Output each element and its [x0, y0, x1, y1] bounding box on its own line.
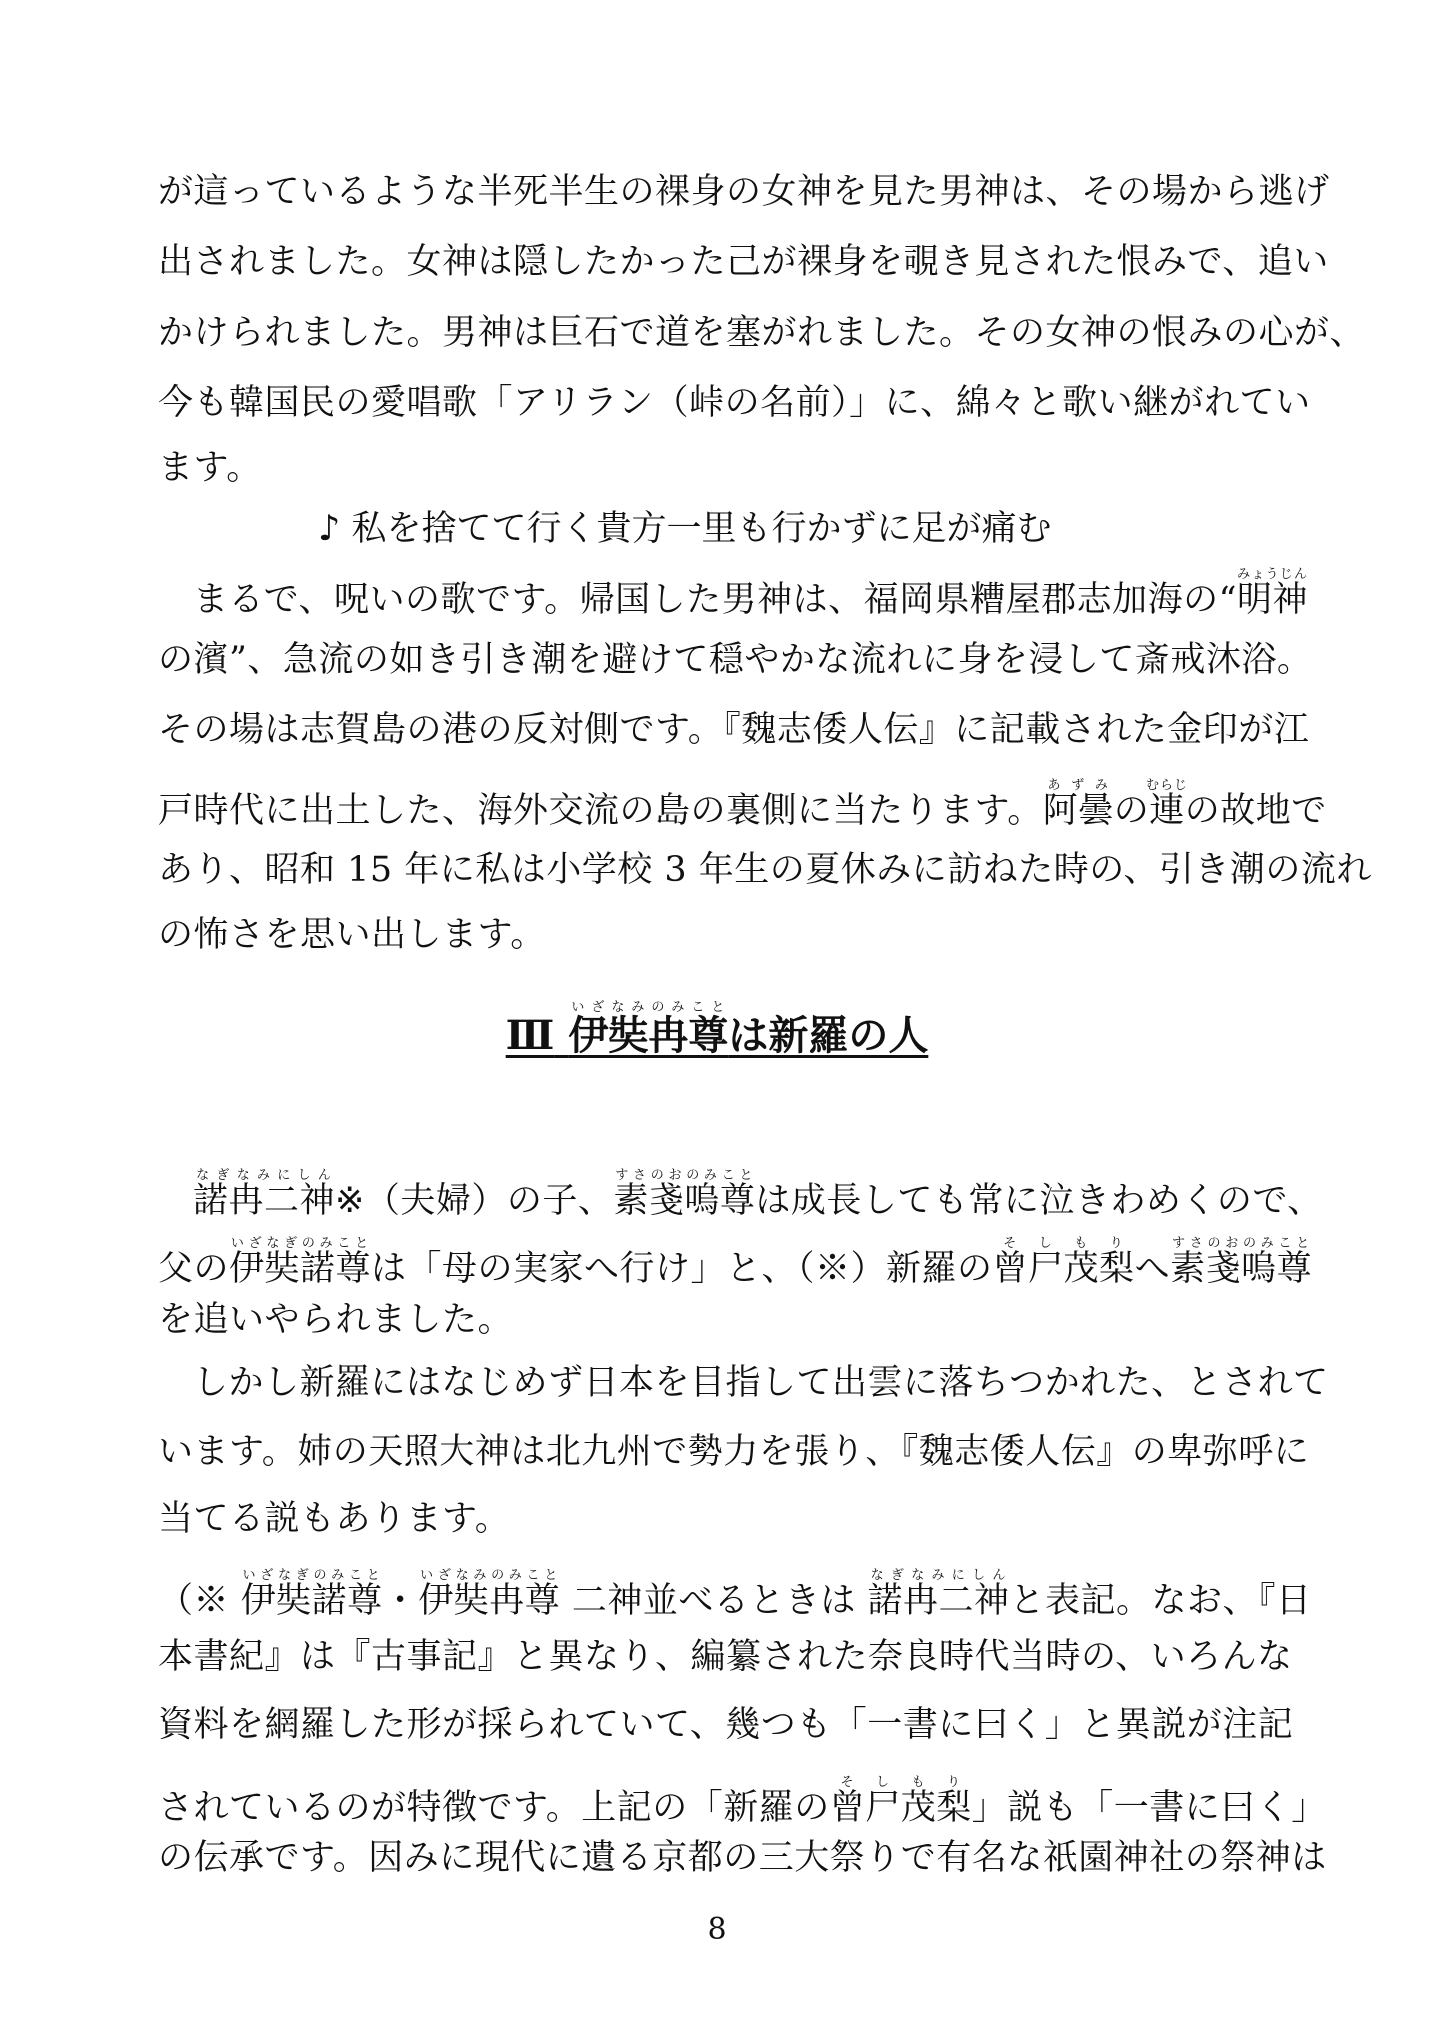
text-line: 今も韓国民の愛唱歌「アリラン（峠の名前）」に、綿々と歌い継がれてい: [158, 383, 1311, 423]
text-line: まるで、呪いの歌です。帰国した男神は、福岡県糟屋郡志加海の“明神みょうじん: [193, 567, 1309, 620]
text-line: 出されました。女神は隠したかった己が裸身を覗き見された恨みで、追い: [158, 242, 1329, 282]
text-line: かけられました。男神は巨石で道を塞がれました。その女神の恨みの心が、: [158, 313, 1366, 353]
text-line: います。姉の天照大神は北九州で勢力を張り、『魏志倭人伝』の卑弥呼に: [158, 1432, 1310, 1472]
text-line: あり、昭和 15 年に私は小学校 3 年生の夏休みに訪ねた時の、引き潮の流れ: [158, 850, 1372, 890]
ruby-word: 伊奘冉尊いざなみのみこと: [418, 1568, 561, 1621]
text-line: その場は志賀島の港の反対側です。『魏志倭人伝』に記載された金印が江: [158, 710, 1310, 750]
ruby-word: 明神みょうじん: [1237, 567, 1309, 620]
text-line: の濱”、急流の如き引き潮を避けて穏やかな流れに身を浸して斎戒沐浴。: [158, 640, 1313, 680]
ruby-word: 伊奘諾尊いざなぎのみこと: [229, 1236, 372, 1289]
text-line: 戸時代に出土した、海外交流の島の裏側に当たります。阿曇あずみの連むらじの故地で: [158, 778, 1327, 831]
song-lyric: ♪ 私を捨てて行く貴方一里も行かずに足が痛む: [318, 509, 1052, 549]
text-line: が這っているような半死半生の裸身の女神を見た男神は、その場から逃げ: [158, 172, 1330, 212]
text-line: の怖さを思い出します。: [158, 915, 546, 955]
ruby-word: 曾尸茂梨そしもり: [829, 1775, 972, 1828]
text-line: ます。: [158, 448, 262, 488]
text-line: （※ 伊奘諾尊いざなぎのみこと・伊奘冉尊いざなみのみこと 二神並べるときは 諾冉二神なぎなみにしんと表記。なお、『日: [158, 1568, 1312, 1621]
ruby-word: 連むらじ: [1145, 778, 1188, 831]
page-number: 8: [707, 1912, 727, 1947]
ruby-word: 素戔嗚尊すさのおのみこと: [1170, 1236, 1313, 1289]
ruby-word: 諾冉二神なぎなみにしん: [867, 1568, 1010, 1621]
ruby-word: 諾冉二神なぎなみにしん: [193, 1168, 336, 1221]
ruby-word: 伊奘冉尊いざなみのみこと: [568, 1000, 729, 1059]
section-heading: Ⅲ 伊奘冉尊いざなみのみことは新羅の人: [505, 1000, 929, 1059]
text-line: されているのが特徴です。上記の「新羅の曾尸茂梨そしもり」説も「一書に曰く」: [158, 1775, 1327, 1828]
text-line: 諾冉二神なぎなみにしん※（夫婦）の子、素戔嗚尊すさのおのみことは成長しても常に泣きわめくので、: [193, 1168, 1323, 1221]
ruby-word: 伊奘諾尊いざなぎのみこと: [240, 1568, 383, 1621]
ruby-word: 阿曇あずみ: [1042, 778, 1114, 831]
text-line: を追いやられました。: [158, 1300, 514, 1340]
text-line: 資料を網羅した形が採られていて、幾つも「一書に曰く」と異説が注記: [158, 1705, 1294, 1745]
text-line: しかし新羅にはなじめず日本を目指して出雲に落ちつかれた、とされて: [193, 1363, 1329, 1403]
text-line: 父の伊奘諾尊いざなぎのみことは「母の実家へ行け」と、（※）新羅の曾尸茂梨そしもりへ素戔嗚尊すさのおのみこと: [158, 1236, 1313, 1289]
text-line: 本書紀』は『古事記』と異なり、編纂された奈良時代当時の、いろんな: [158, 1637, 1293, 1677]
text-line: の伝承です。因みに現代に遺る京都の三大祭りで有名な祇園神社の祭神は: [158, 1838, 1327, 1878]
text-line: 当てる説もあります。: [158, 1499, 511, 1539]
ruby-word: 素戔嗚尊すさのおのみこと: [613, 1168, 756, 1221]
ruby-word: 曾尸茂梨そしもり: [992, 1236, 1135, 1289]
